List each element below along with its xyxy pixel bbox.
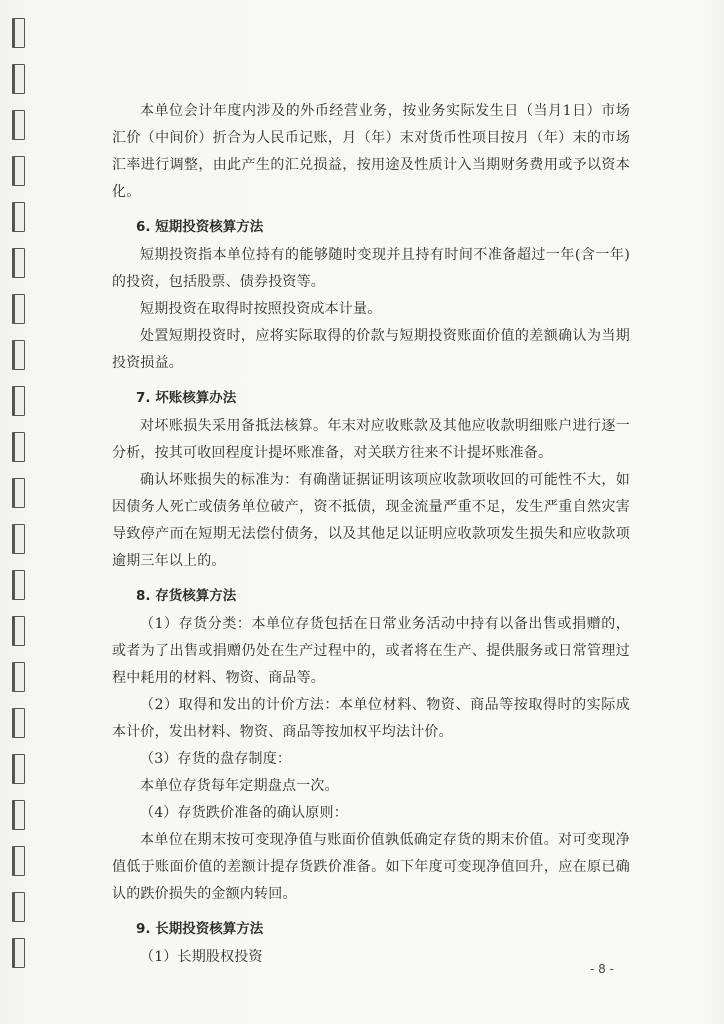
binding-hole [12, 570, 25, 600]
section-9-heading: 9. 长期投资核算方法 [136, 921, 264, 937]
binding-hole [12, 754, 25, 784]
section-7-paragraph: 对坏账损失采用备抵法核算。年末对应收账款及其他应收款明细账户进行逐一分析，按其可收回程度计提坏账准备，对关联方往来不计提坏账准备。 [112, 418, 630, 461]
binding-hole [12, 892, 25, 922]
binding-hole [12, 18, 25, 48]
intro-paragraph: 本单位会计年度内涉及的外币经营业务，按业务实际发生日（当月1日）市场汇价（中间价）折合为人民币记账，月（年）末对货币性项目按月（年）末的市场汇率进行调整，由此产生的汇兑损益，按用途及性质计入当期财务费用或予以资本化。 [112, 103, 630, 200]
document-body [112, 98, 630, 971]
section-6-paragraph: 短期投资在取得时按照投资成本计量。 [140, 301, 382, 317]
binding-hole [12, 846, 25, 876]
binding-hole [12, 386, 25, 416]
section-9-paragraph: （1）长期股权投资 [140, 949, 263, 965]
binding-holes [12, 18, 28, 1008]
binding-hole [12, 478, 25, 508]
binding-hole [12, 616, 25, 646]
binding-hole [12, 64, 25, 94]
section-6-heading: 6. 短期投资核算方法 [136, 219, 264, 235]
section-8-paragraph: 本单位存货每年定期盘点一次。 [140, 778, 339, 794]
binding-hole [12, 938, 25, 968]
section-8-paragraph: （3）存货的盘存制度： [140, 751, 292, 767]
section-6-paragraph: 短期投资指本单位持有的能够随时变现并且持有时间不准备超过一年(含一年)的投资，包括股票、债券投资等。 [112, 247, 630, 290]
binding-hole [12, 708, 25, 738]
section-8-paragraph: 本单位在期末按可变现净值与账面价值孰低确定存货的期末价值。对可变现净值低于账面价值的差额计提存货跌价准备。如下年度可变现净值回升，应在原已确认的跌价损失的金额内转回。 [112, 832, 630, 902]
section-8-paragraph: （1）存货分类：本单位存货包括在日常业务活动中持有以备出售或捐赠的，或者为了出售或捐赠仍处在生产过程中的，或者将在生产、提供服务或日常管理过程中耗用的材料、物资、商品等。 [112, 616, 630, 686]
binding-hole [12, 432, 25, 462]
binding-hole [12, 800, 25, 830]
binding-hole [12, 662, 25, 692]
binding-hole [12, 340, 25, 370]
section-7-heading: 7. 坏账核算办法 [136, 390, 237, 406]
section-8-heading: 8. 存货核算方法 [136, 588, 237, 604]
section-7-paragraph: 确认坏账损失的标准为：有确凿证据证明该项应收款项收回的可能性不大，如因债务人死亡或债务单位破产，资不抵债，现金流量严重不足，发生严重自然灾害导致停产而在短期无法偿付债务，以及其他足以证明应收款项发生损失和应收款项逾期三年以上的。 [112, 472, 630, 569]
section-8-paragraph: （4）存货跌价准备的确认原则： [140, 805, 348, 821]
binding-hole [12, 294, 25, 324]
binding-hole [12, 110, 25, 140]
page-number: - 8 - [590, 962, 614, 976]
section-8-paragraph: （2）取得和发出的计价方法：本单位材料、物资、商品等按取得时的实际成本计价，发出材料、物资、商品等按加权平均法计价。 [112, 697, 630, 740]
binding-hole [12, 202, 25, 232]
section-6-paragraph: 处置短期投资时，应将实际取得的价款与短期投资账面价值的差额确认为当期投资损益。 [112, 328, 630, 371]
binding-hole [12, 156, 25, 186]
binding-hole [12, 524, 25, 554]
binding-hole [12, 248, 25, 278]
